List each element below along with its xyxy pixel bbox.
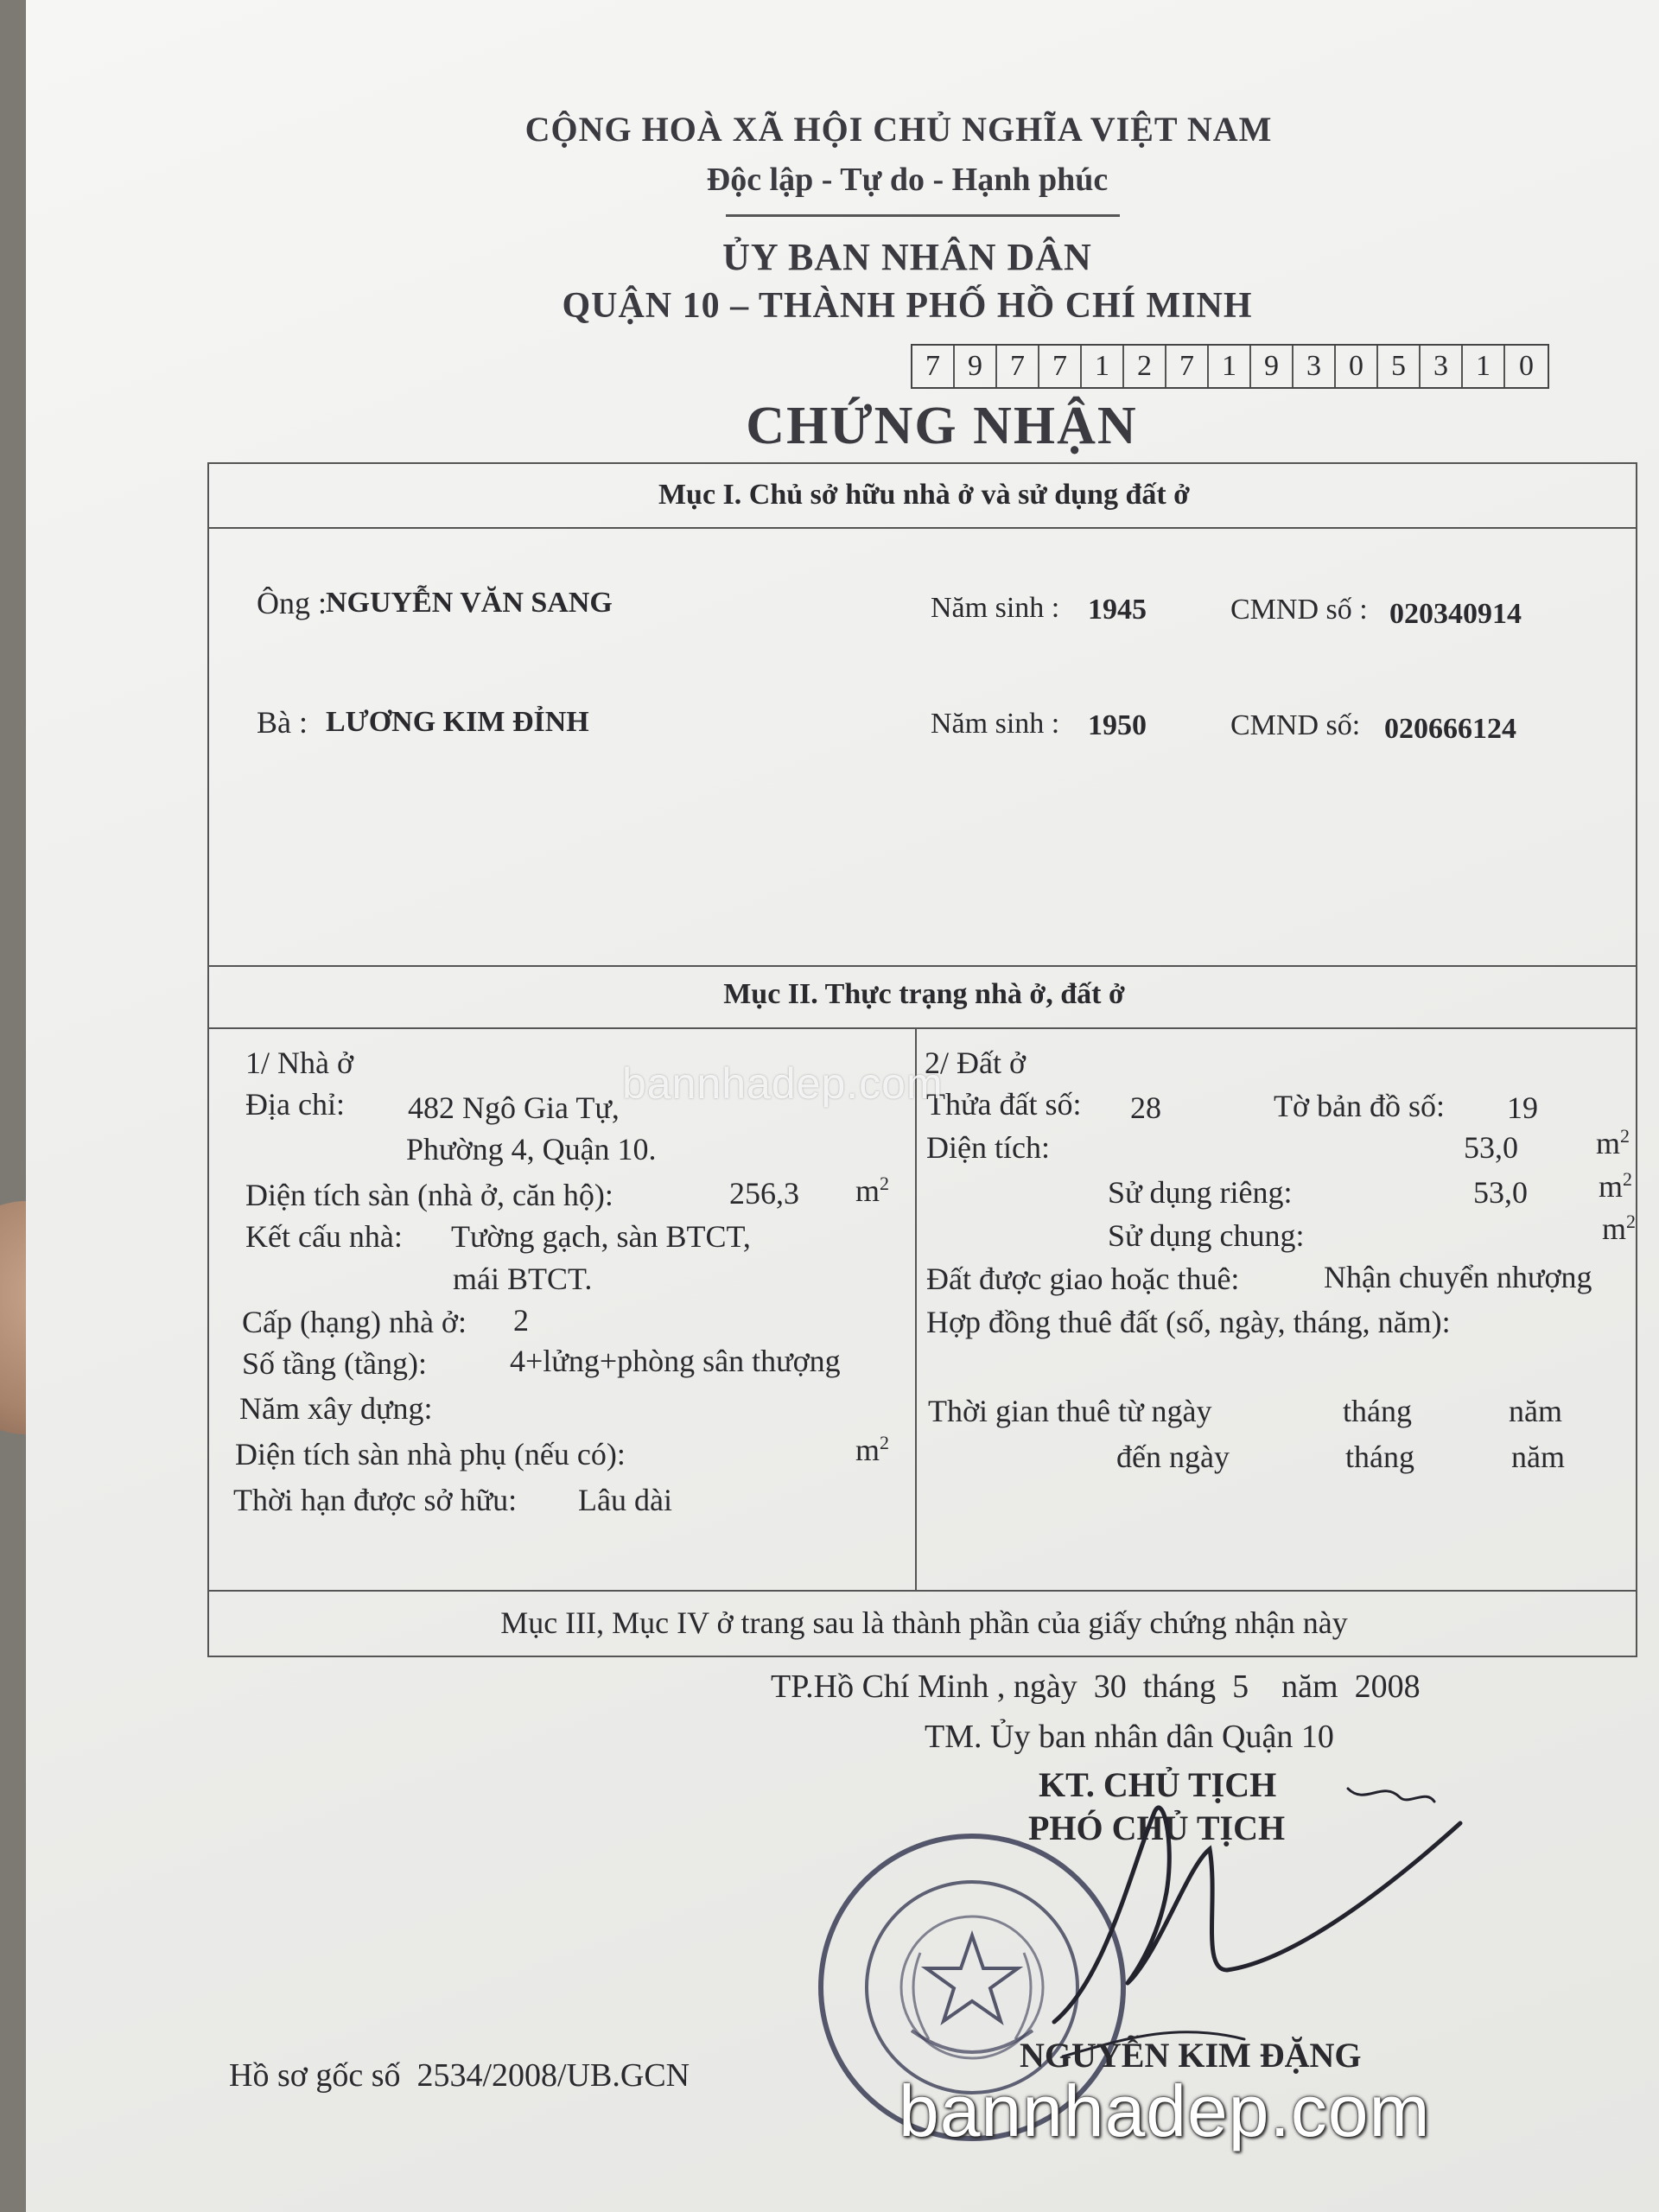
structure-line2: mái BTCT. [453,1262,593,1296]
private-use-unit: $m^2$ [1599,1168,1633,1204]
handwritten-signature [1002,1763,1486,2074]
owner1-id-number: 020340914 [1389,598,1522,630]
address-line1: 482 Ngô Gia Tự, [408,1090,620,1125]
signer-role1: KT. CHỦ TỊCH [1039,1765,1277,1804]
owner2-name: LƯƠNG KIM ĐỈNH [326,706,589,738]
certificate-title: CHỨNG NHẬN [746,397,1138,455]
aux-area-unit: $m^2$ [855,1432,890,1467]
allocation-value: Nhận chuyển nhượng [1324,1260,1592,1294]
code-digit: 9 [955,346,997,387]
column-divider [915,1027,917,1590]
ownership-term-label: Thời hạn được sở hữu: [233,1483,518,1517]
lease-to-label: đến ngày [1116,1440,1230,1474]
file-reference: Hồ sơ gốc số 2534/2008/UB.GCN [229,2057,690,2094]
shared-use-unit: $m^2$ [1602,1211,1637,1246]
address-label: Địa chỉ: [245,1087,345,1122]
lease-from-month-label: tháng [1343,1394,1412,1428]
floors-label: Số tầng (tầng): [242,1346,427,1381]
code-digit: 0 [1519,350,1534,382]
footer-note: Mục III, Mục IV ở trang sau là thành phần của giấy chứng nhận này [500,1605,1348,1640]
code-digit: 9 [1251,346,1294,387]
table-divider [209,965,1636,967]
private-use-label: Sử dụng riêng: [1108,1175,1293,1210]
floor-area-unit: $m^2$ [855,1173,890,1208]
lease-contract-label: Hợp đồng thuê đất (số, ngày, tháng, năm): [926,1305,1451,1339]
allocation-label: Đất được giao hoặc thuê: [926,1262,1240,1296]
authority-district: QUẬN 10 – THÀNH PHỐ HỒ CHÍ MINH [562,286,1253,326]
parcel-value: 28 [1130,1090,1161,1125]
code-digit: 5 [1378,346,1421,387]
signer-role2: PHÓ CHỦ TỊCH [1028,1808,1286,1847]
code-digit: 1 [1209,346,1251,387]
authority-name: ỦY BAN NHÂN DÂN [722,236,1092,278]
code-digit: 3 [1294,346,1336,387]
land-area-value: 53,0 [1464,1130,1518,1165]
ownership-term-value: Lâu dài [578,1483,672,1517]
floor-area-label: Diện tích sàn (nhà ở, căn hộ): [245,1178,613,1212]
code-digit: 7 [1039,346,1082,387]
signing-on-behalf: TM. Ủy ban nhân dân Quận 10 [925,1719,1334,1755]
owner2-prefix: Bà : [257,705,308,740]
certificate-serial-code [911,344,1549,389]
owner1-birth-label: Năm sinh : [931,592,1060,624]
national-motto: Độc lập - Tự do - Hạnh phúc [706,162,1109,198]
section2-title: Mục II. Thực trạng nhà ở, đất ở [723,978,1125,1010]
watermark-large: bannhadep.com [899,2070,1431,2152]
code-digit: 7 [912,346,955,387]
owner1-birth-year: 1945 [1088,594,1147,626]
code-digit: 3 [1421,346,1463,387]
signer-name: NGUYỄN KIM ĐẶNG [1020,2036,1362,2075]
motto-underline [726,214,1120,217]
year-built-label: Năm xây dựng: [239,1391,433,1426]
code-digit: 2 [1124,346,1166,387]
parcel-label: Thửa đất số: [926,1087,1082,1122]
signing-date: TP.Hồ Chí Minh , ngày 30 tháng 5 năm 2008 [771,1669,1421,1705]
watermark-small: bannhadep.com [622,1059,944,1108]
floors-value: 4+lửng+phòng sân thượng [510,1344,841,1378]
lease-from-label: Thời gian thuê từ ngày [928,1394,1212,1428]
grade-value: 2 [513,1303,529,1338]
owner2-id-number: 020666124 [1384,713,1516,745]
land-area-unit: $m^2$ [1596,1125,1630,1160]
aux-area-label: Diện tích sàn nhà phụ (nếu có): [235,1437,626,1471]
grade-label: Cấp (hạng) nhà ở: [242,1305,467,1339]
structure-label: Kết cấu nhà: [245,1219,403,1254]
lease-to-year-label: năm [1511,1440,1565,1474]
house-heading: 1/ Nhà ở [245,1046,354,1080]
owner2-birth-year: 1950 [1088,709,1147,741]
land-heading: 2/ Đất ở [925,1046,1027,1080]
code-digit: 1 [1463,346,1505,387]
table-divider [209,1590,1636,1592]
section1-title: Mục I. Chủ sở hữu nhà ở và sử dụng đất ở [658,479,1191,511]
table-divider [209,1027,1636,1029]
certificate-page [26,0,1659,2212]
code-digit: 7 [1166,346,1209,387]
shared-use-label: Sử dụng chung: [1108,1218,1305,1253]
owner1-name: NGUYỄN VĂN SANG [326,587,613,619]
lease-from-year-label: năm [1509,1394,1562,1428]
map-sheet-value: 19 [1507,1090,1538,1125]
floor-area-value: 256,3 [729,1176,799,1211]
land-area-label: Diện tích: [926,1130,1050,1165]
owner2-birth-label: Năm sinh : [931,708,1060,740]
country-name: CỘNG HOÀ XÃ HỘI CHỦ NGHĨA VIỆT NAM [524,110,1273,149]
code-digit: 7 [997,346,1039,387]
code-digit: 0 [1336,346,1378,387]
owner2-id-label: CMND số: [1230,709,1361,741]
owner1-id-label: CMND số : [1230,594,1368,626]
private-use-value: 53,0 [1473,1175,1528,1210]
address-line2: Phường 4, Quận 10. [406,1132,657,1166]
map-sheet-label: Tờ bản đồ số: [1274,1089,1446,1123]
owner1-prefix: Ông : [257,586,327,620]
lease-to-month-label: tháng [1345,1440,1414,1474]
table-divider [209,527,1636,529]
structure-line1: Tường gạch, sàn BTCT, [451,1219,751,1254]
code-digit: 1 [1082,346,1124,387]
